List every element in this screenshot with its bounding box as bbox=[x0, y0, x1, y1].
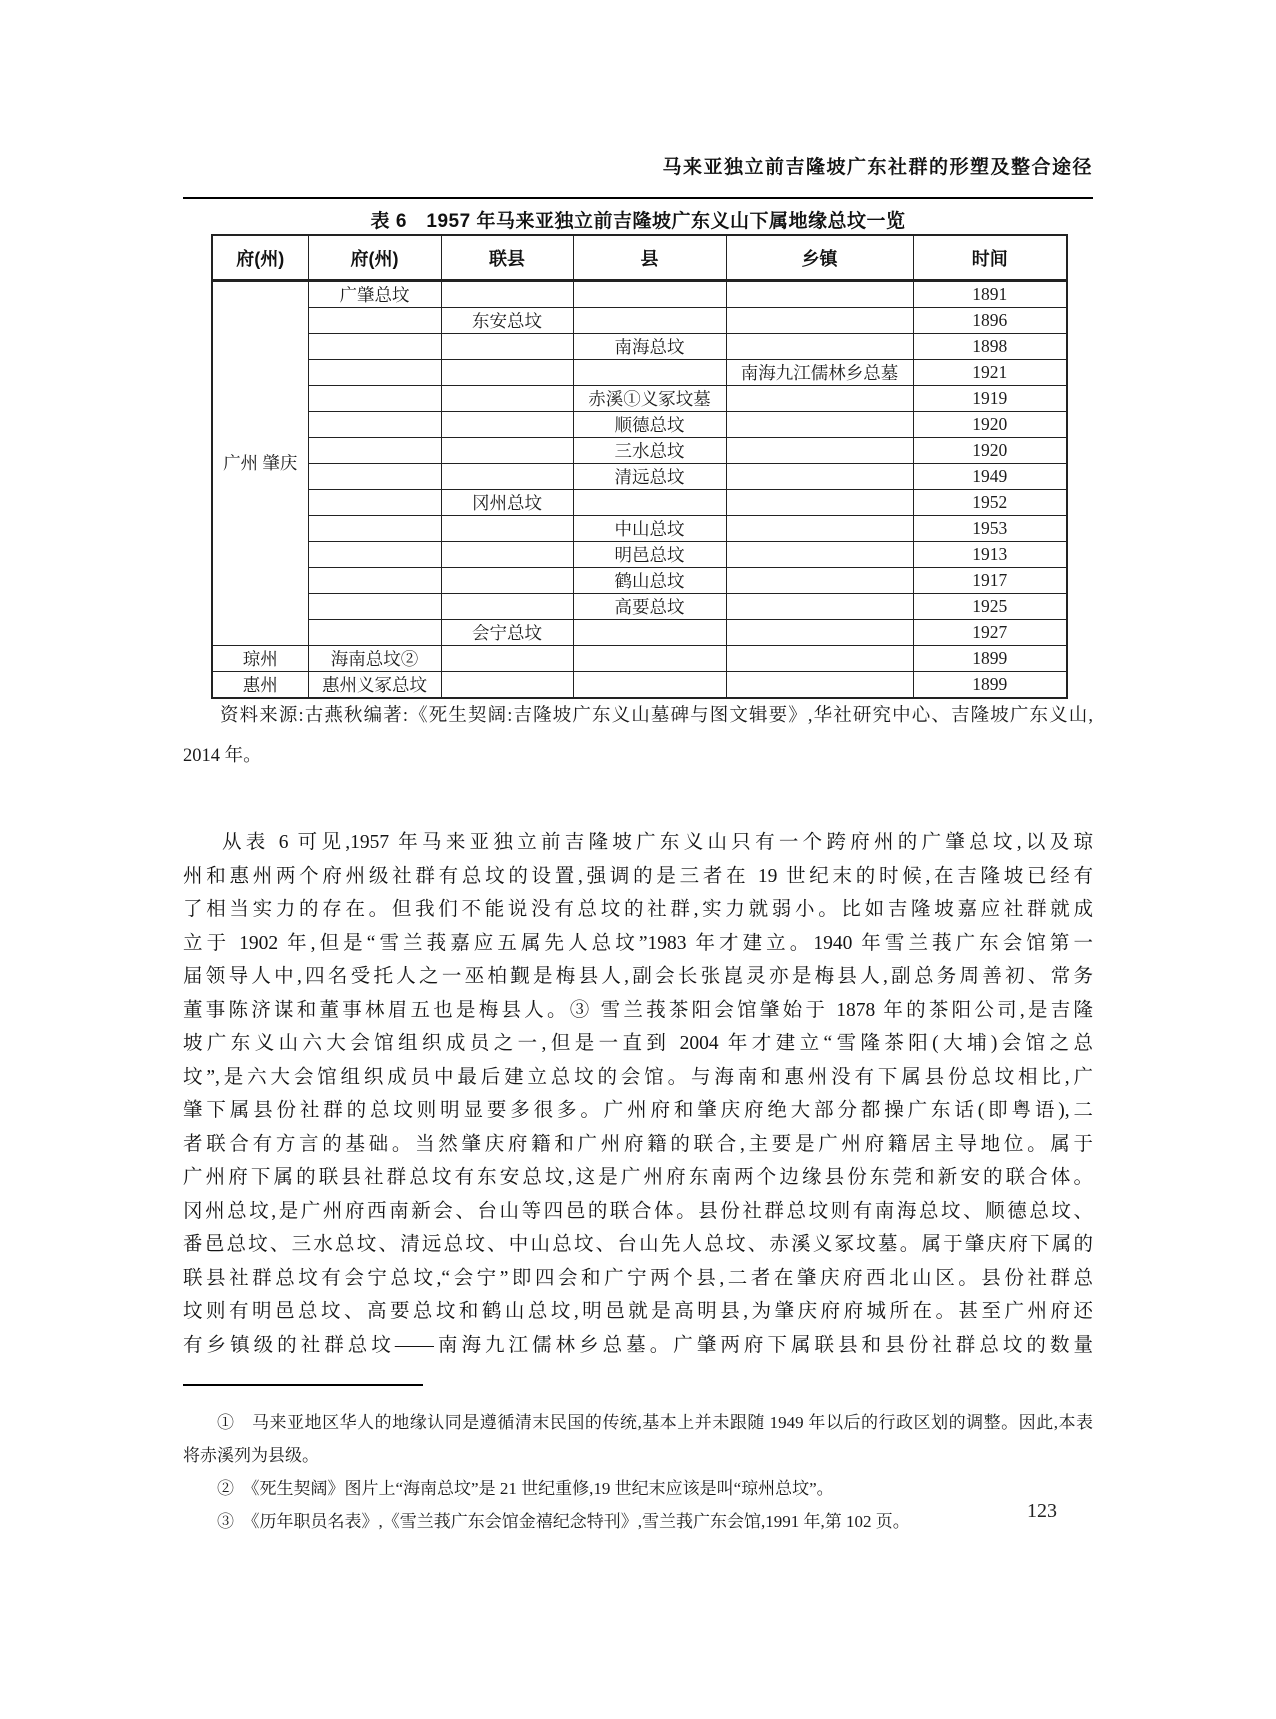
table-cell bbox=[441, 672, 573, 699]
table-cell: 中山总坟 bbox=[573, 516, 726, 542]
column-header-county: 县 bbox=[573, 235, 726, 281]
body-paragraph-line: 坟则有明邑总坟、高要总坟和鹤山总坟,明邑就是高明县,为肇庆府府城所在。甚至广州府还 bbox=[183, 1301, 1093, 1322]
table-cell bbox=[308, 490, 441, 516]
table-cell bbox=[726, 438, 913, 464]
table-row bbox=[212, 438, 1067, 464]
table-cell bbox=[726, 646, 913, 672]
table-cell bbox=[308, 412, 441, 438]
table-cell-year: 1913 bbox=[913, 542, 1067, 568]
table-cell bbox=[441, 464, 573, 490]
content-area bbox=[183, 0, 1093, 1719]
table-cell bbox=[308, 594, 441, 620]
body-paragraph-line: 者联合有方言的基础。当然肇庆府籍和广州府籍的联合,主要是广州府籍居主导地位。属于 bbox=[183, 1133, 1093, 1155]
table-row bbox=[212, 386, 1067, 412]
page-number: 123 bbox=[1027, 1500, 1057, 1522]
table-cell-year: 1899 bbox=[913, 672, 1067, 699]
table-row bbox=[212, 672, 1067, 699]
column-header-joint-county: 联县 bbox=[441, 235, 573, 281]
body-paragraph-line: 广州府下属的联县社群总坟有东安总坟,这是广州府东南两个边缘县份东莞和新安的联合体。 bbox=[183, 1167, 1093, 1188]
table-cell bbox=[308, 542, 441, 568]
table-cell bbox=[441, 360, 573, 386]
table-cell bbox=[726, 516, 913, 542]
table-cell-year: 1927 bbox=[913, 620, 1067, 646]
table-cell bbox=[726, 281, 913, 308]
table-caption: 表 6 1957 年马来亚独立前吉隆坡广东义山下属地缘总坟一览 bbox=[370, 211, 906, 232]
table-cell: 三水总坟 bbox=[573, 438, 726, 464]
table-row bbox=[212, 334, 1067, 360]
column-header-time: 时间 bbox=[913, 235, 1067, 281]
footnotes-section bbox=[183, 1406, 1093, 1538]
table-cell-year: 1952 bbox=[913, 490, 1067, 516]
source-note-line: 2014 年。 bbox=[183, 746, 262, 766]
table-cell-year: 1921 bbox=[913, 360, 1067, 386]
source-note-line: 资料来源:古燕秋编著:《死生契阔:吉隆坡广东义山墓碑与图文辑要》,华社研究中心、吉隆坡广东义山, bbox=[220, 706, 1093, 726]
table-cell: 惠州 bbox=[212, 672, 308, 699]
table-cell-year: 1925 bbox=[913, 594, 1067, 620]
table-cell bbox=[573, 672, 726, 699]
table-cell bbox=[308, 334, 441, 360]
table-cell bbox=[573, 646, 726, 672]
table-cell bbox=[726, 490, 913, 516]
footnote-line: ② 《死生契阔》图片上“海南总坟”是 21 世纪重修,19 世纪末应该是叫“琼州总坟”。 bbox=[217, 1479, 834, 1498]
table-cell bbox=[726, 308, 913, 334]
table-cell: 高要总坟 bbox=[573, 594, 726, 620]
body-paragraph-line: 联县社群总坟有会宁总坟,“会宁”即四会和广宁两个县,二者在肇庆府西北山区。县份社群总 bbox=[183, 1267, 1093, 1289]
table-row bbox=[212, 542, 1067, 568]
column-header-prefecture: 府(州) bbox=[308, 235, 441, 281]
table-cell-year: 1919 bbox=[913, 386, 1067, 412]
table-cell bbox=[726, 412, 913, 438]
table-cell bbox=[441, 568, 573, 594]
body-paragraph-line: 有乡镇级的社群总坟——南海九江儒林乡总墓。广肇两府下属联县和县份社群总坟的数量 bbox=[183, 1334, 1093, 1356]
table-cell: 冈州总坟 bbox=[441, 490, 573, 516]
table-cell bbox=[441, 594, 573, 620]
table-cell bbox=[441, 334, 573, 360]
body-paragraph-line: 坡广东义山六大会馆组织成员之一,但是一直到 2004 年才建立“雪隆茶阳(大埔)会馆之总 bbox=[183, 1033, 1093, 1054]
table-cell-year: 1949 bbox=[913, 464, 1067, 490]
table-row bbox=[212, 646, 1067, 672]
table-cell bbox=[308, 386, 441, 412]
table-cell bbox=[726, 620, 913, 646]
table-cell: 顺德总坟 bbox=[573, 412, 726, 438]
table-cell: 南海九江儒林乡总墓 bbox=[726, 360, 913, 386]
table-cell bbox=[573, 490, 726, 516]
table-cell-year: 1920 bbox=[913, 412, 1067, 438]
footnote-line: 将赤溪列为县级。 bbox=[183, 1446, 319, 1465]
table-wrapper bbox=[211, 234, 1068, 699]
table-cell: 明邑总坟 bbox=[573, 542, 726, 568]
table-cell bbox=[441, 281, 573, 308]
footnote-line: ③ 《历年职员名表》,《雪兰莪广东会馆金禧纪念特刊》,雪兰莪广东会馆,1991 年,第 102 页。 bbox=[217, 1512, 910, 1531]
table-cell bbox=[441, 516, 573, 542]
table-row bbox=[212, 412, 1067, 438]
table-cell bbox=[573, 281, 726, 308]
table-row bbox=[212, 464, 1067, 490]
table-cell bbox=[441, 412, 573, 438]
table-cell: 清远总坟 bbox=[573, 464, 726, 490]
body-paragraph-line: 从表 6 可见,1957 年马来亚独立前吉隆坡广东义山只有一个跨府州的广肇总坟,以及琼 bbox=[222, 832, 1093, 853]
table-cell bbox=[308, 308, 441, 334]
table-cell: 广肇总坟 bbox=[308, 281, 441, 308]
column-header-township: 乡镇 bbox=[726, 235, 913, 281]
table-cell-year: 1917 bbox=[913, 568, 1067, 594]
table-cell bbox=[726, 464, 913, 490]
table-row bbox=[212, 360, 1067, 386]
body-paragraph-line: 董事陈济谋和董事林眉五也是梅县人。③ 雪兰莪茶阳会馆肇始于 1878 年的茶阳公司,是吉隆 bbox=[183, 999, 1093, 1021]
body-paragraph-line: 冈州总坟,是广州府西南新会、台山等四邑的联合体。县份社群总坟则有南海总坟、顺德总坟、 bbox=[183, 1200, 1093, 1222]
table-cell bbox=[308, 464, 441, 490]
table-cell: 海南总坟② bbox=[308, 646, 441, 672]
table-cell bbox=[308, 438, 441, 464]
geo-graves-table bbox=[211, 234, 1068, 699]
table-cell bbox=[726, 594, 913, 620]
table-row bbox=[212, 594, 1067, 620]
body-paragraph-line: 届领导人中,四名受托人之一巫柏觐是梅县人,副会长张崑灵亦是梅县人,副总务周善初、常务 bbox=[183, 966, 1093, 987]
running-head-title: 马来亚独立前吉隆坡广东社群的形塑及整合途径 bbox=[662, 157, 1093, 178]
table-cell bbox=[308, 516, 441, 542]
body-paragraph bbox=[183, 826, 1093, 1362]
body-paragraph-line: 州和惠州两个府州级社群有总坟的设置,强调的是三者在 19 世纪末的时候,在吉隆坡已经有 bbox=[183, 865, 1093, 887]
footnote-divider bbox=[183, 1384, 423, 1386]
column-header-province: 府(州) bbox=[212, 235, 308, 281]
table-cell-year: 1953 bbox=[913, 516, 1067, 542]
table-cell-year: 1898 bbox=[913, 334, 1067, 360]
table-cell: 惠州义冢总坟 bbox=[308, 672, 441, 699]
table-cell bbox=[573, 360, 726, 386]
table-cell bbox=[726, 386, 913, 412]
table-header-row bbox=[212, 235, 1067, 281]
table-row bbox=[212, 568, 1067, 594]
table-row bbox=[212, 516, 1067, 542]
table-cell: 鹤山总坟 bbox=[573, 568, 726, 594]
table-cell-year: 1896 bbox=[913, 308, 1067, 334]
table-cell: 南海总坟 bbox=[573, 334, 726, 360]
cell-province-group: 广州 肇庆 bbox=[212, 281, 308, 646]
table-cell: 会宁总坟 bbox=[441, 620, 573, 646]
table-row bbox=[212, 308, 1067, 334]
body-paragraph-line: 了相当实力的存在。但我们不能说没有总坟的社群,实力就弱小。比如吉隆坡嘉应社群就成 bbox=[183, 899, 1093, 920]
table-cell: 琼州 bbox=[212, 646, 308, 672]
table-cell-year: 1920 bbox=[913, 438, 1067, 464]
table-cell bbox=[726, 672, 913, 699]
body-paragraph-line: 肇下属县份社群的总坟则明显要多很多。广州府和肇庆府绝大部分都操广东话(即粤语),二 bbox=[183, 1100, 1093, 1121]
table-source-note bbox=[183, 696, 1093, 776]
table-cell bbox=[308, 568, 441, 594]
table-cell bbox=[726, 542, 913, 568]
table-cell: 东安总坟 bbox=[441, 308, 573, 334]
table-cell-year: 1891 bbox=[913, 281, 1067, 308]
table-cell bbox=[441, 386, 573, 412]
table-row bbox=[212, 281, 1067, 308]
table-cell bbox=[308, 620, 441, 646]
table-cell bbox=[441, 542, 573, 568]
footnote-line: ① 马来亚地区华人的地缘认同是遵循清末民国的传统,基本上并未跟随 1949 年以后的行政区划的调整。因此,本表 bbox=[217, 1413, 1093, 1432]
header-rule bbox=[183, 197, 1093, 199]
body-paragraph-line: 番邑总坟、三水总坟、清远总坟、中山总坟、台山先人总坟、赤溪义冢坟墓。属于肇庆府下属的 bbox=[183, 1234, 1093, 1255]
table-cell bbox=[441, 646, 573, 672]
table-cell bbox=[726, 568, 913, 594]
table-cell-year: 1899 bbox=[913, 646, 1067, 672]
table-cell bbox=[573, 308, 726, 334]
table-cell bbox=[726, 334, 913, 360]
table-row bbox=[212, 490, 1067, 516]
table-row bbox=[212, 620, 1067, 646]
body-paragraph-line: 立于 1902 年,但是“雪兰莪嘉应五属先人总坟”1983 年才建立。1940 年雪兰莪广东会馆第一 bbox=[183, 932, 1093, 954]
table-cell bbox=[573, 620, 726, 646]
table-cell: 赤溪①义冢坟墓 bbox=[573, 386, 726, 412]
table-cell bbox=[308, 360, 441, 386]
table-cell bbox=[441, 438, 573, 464]
body-paragraph-line: 坟”,是六大会馆组织成员中最后建立总坟的会馆。与海南和惠州没有下属县份总坟相比,广 bbox=[183, 1066, 1093, 1088]
